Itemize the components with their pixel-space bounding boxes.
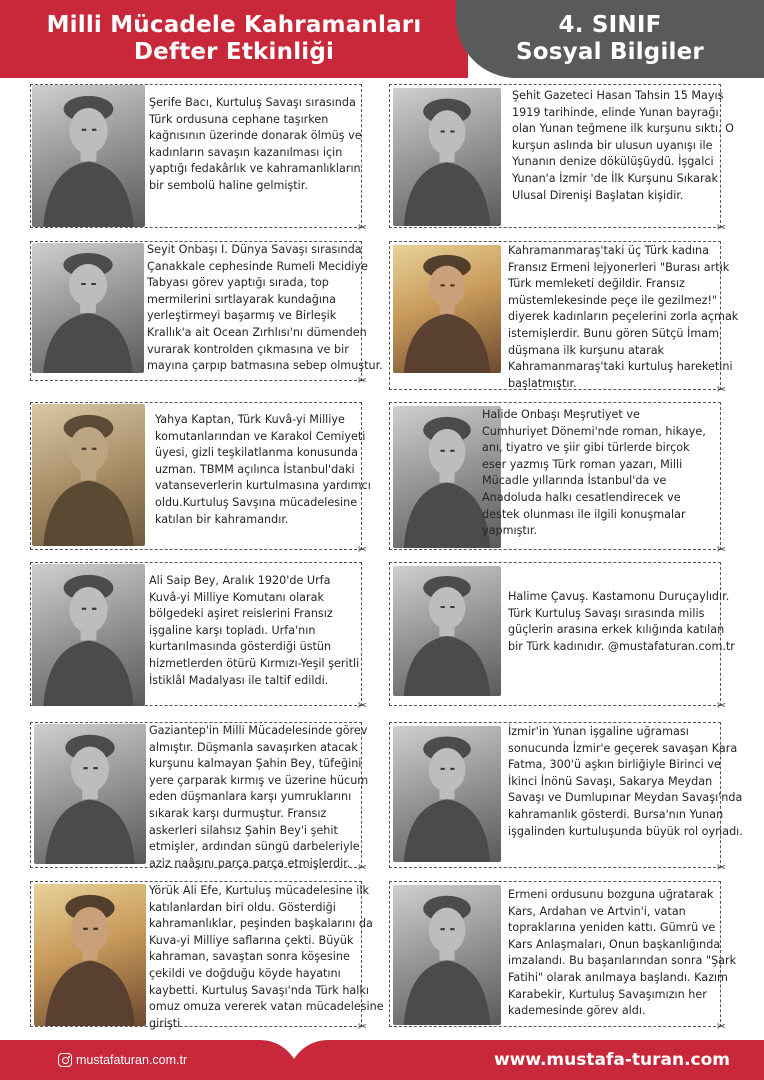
bio-line: yerleştirmeyi başarmış ve Birleşik — [147, 309, 337, 323]
bio-line: hizmetlerden ötürü Kırmızı-Yeşil şeritli — [149, 656, 360, 670]
bio-line: başlatmıştır. — [508, 376, 577, 390]
bio-line: Kars, Ardahan ve Artvin'i, vatan — [508, 904, 686, 918]
bio-line: Ulusal Direnişi Başlatan kişidir. — [512, 188, 684, 202]
scissors-icon: ✂ — [716, 384, 726, 396]
bio-line: girişti — [149, 1016, 181, 1030]
scissors-icon: ✂ — [716, 700, 726, 712]
portrait-ali-saip-bey — [32, 564, 145, 706]
hero-card-hasan-tahsin — [389, 84, 734, 234]
bio-line: mayına çarpıp batmasına sebep olmuştur. — [147, 359, 383, 373]
bio-line: istemişlerdir. Bunu gören Sütçü İmam — [508, 326, 719, 340]
header-title-banner — [0, 0, 468, 78]
grade-label: 4. SINIF — [558, 12, 662, 38]
hero-card-kara-fatma — [389, 722, 743, 874]
bio-line: yere çarparak kırmış ve üzerine hücum — [149, 773, 369, 787]
bio-line: Ermeni ordusunu bozguna uğratarak — [508, 888, 714, 901]
bio-line: Karabekir, Kurtuluş Savaşımızın her — [508, 987, 707, 1001]
bio-line: bir Türk kadınıdır. @mustafaturan.com.tr — [508, 639, 735, 653]
website-link: www.mustafa-turan.com — [493, 1050, 730, 1070]
bio-line: kağnısının üzerinde donarak ölmüş ve — [149, 129, 362, 143]
portrait-kazim-karabekir — [393, 885, 501, 1025]
bio-text-ali-saip-bey — [149, 573, 359, 689]
bio-line: İstiklâl Madalyası ile taltif edildi. — [149, 673, 329, 687]
bio-line: oldu.Kurtuluş Savşına mücadelesine — [155, 495, 358, 509]
hero-card-seyit-onbasi — [30, 241, 383, 387]
bio-line: İkinci İnönü Savaşı, Sakarya Meydan — [508, 774, 713, 788]
bio-line: Savaşı ve Dumlupınar Meydan Savaşı'nda — [508, 791, 743, 805]
bio-line: Şerife Bacı, Kurtuluş Savaşı sırasında — [149, 96, 356, 109]
bio-line: Türk Kurtuluş Savaşı sırasında milis — [508, 606, 705, 620]
bio-line: Ali Saip Bey, Aralık 1920'de Urfa — [149, 574, 331, 587]
bio-line: Türk ordusuna cephane taşırken — [149, 112, 329, 126]
hero-card-yoruk-ali-efe — [30, 881, 384, 1033]
bio-line: almıştır. Düşmanla savaşırken atacak — [149, 740, 358, 754]
bio-line: Cumhuriyet Dönemi'nde roman, hikaye, — [482, 424, 706, 438]
bio-line: Türk memleketi değildir. Fransız — [508, 277, 685, 291]
bio-line: vatanseverlerin kurtulmasına yardımcı — [155, 479, 371, 493]
bio-line: Kahramanmaraş'taki üç Türk kadına — [508, 244, 709, 257]
bio-line: müstemlekesinde peçe ile gezilmez!" — [508, 293, 718, 307]
bio-line: sonucunda İzmir'e geçerek savaşan Kara — [508, 741, 738, 755]
bio-text-halide-onbasi — [482, 407, 718, 540]
header-grade-banner — [456, 0, 764, 78]
bio-line: Yunan'a İzmir 'de İlk Kurşunu Sıkarak — [512, 171, 718, 185]
bio-line: Tabyası görev yaptığı sırada, top — [147, 276, 329, 290]
bio-line: anı, tiyatro ve şiir gibi türlerde birçok — [482, 441, 690, 455]
bio-line: Krallık'a ait Ocean Zırhlısı'nı dümenden — [147, 325, 367, 339]
bio-line: sıkarak karşı durmuştur. Fransız — [149, 806, 327, 820]
bio-text-yoruk-ali-efe — [149, 883, 384, 1032]
portrait-yahya-kaptan — [32, 404, 145, 546]
bio-line: topraklarına yeniden kattı. Gümrü ve — [508, 921, 716, 935]
bio-line: Anadoluda halkı cesatlendirecek ve — [482, 490, 681, 504]
bio-line: bir sembolü haline gelmiştir. — [149, 178, 308, 192]
hero-card-sahin-bey — [30, 722, 369, 874]
bio-line: etmişler, ardından süngü darbeleriyle — [149, 840, 360, 854]
scissors-icon: ✂ — [357, 375, 367, 387]
bio-line: kahraman, savaştan sonra köşesine — [149, 950, 350, 964]
hero-card-ali-saip-bey — [30, 562, 367, 712]
bio-text-hasan-tahsin — [512, 88, 734, 204]
title-line-2: Defter Etkinliği — [133, 39, 335, 65]
bio-text-kazim-karabekir — [508, 887, 737, 1020]
portrait-sahin-bey — [34, 724, 146, 864]
bio-line: Fatma, 300'ü aşkın birliğiyle Birinci ve — [508, 758, 721, 772]
bio-line: eser yazmış Türk roman yazarı, Milli — [482, 457, 683, 471]
scissors-icon: ✂ — [716, 1021, 726, 1033]
subject-label: Sosyal Bilgiler — [516, 39, 704, 65]
bio-text-serife-baci — [149, 95, 362, 195]
bio-line: eden düşmanlara karşı yumruklarını — [149, 790, 352, 804]
scissors-icon: ✂ — [357, 222, 367, 234]
scissors-icon: ✂ — [357, 862, 367, 874]
bio-line: Çanakkale cephesinde Rumeli Mecidiye — [147, 259, 368, 273]
bio-line: Kahramanmaraş'taki kurtuluş hareketini — [508, 360, 733, 374]
bio-text-halime-cavus — [508, 589, 735, 655]
bio-line: düşmana ilk kurşunu atarak — [508, 343, 665, 357]
bio-line: bölgedeki aşiret reislerini Fransız — [149, 607, 333, 621]
bio-line: İzmir'in Yunan işgaline uğraması — [508, 725, 689, 738]
scissors-icon: ✂ — [357, 1021, 367, 1033]
bio-line: kurşun aslında bir ulusun uyanışı ile — [512, 138, 713, 152]
hero-card-kazim-karabekir — [389, 881, 737, 1033]
bio-line: katılanlardan biri oldu. Gösterdiği — [149, 900, 336, 914]
bio-line: yapmıştır. — [482, 524, 538, 538]
bio-line: yaptığı fedakârlık ve kahramanlıkların — [149, 162, 361, 176]
bio-line: Kuvâ-yi Milliye Komutanı olarak — [149, 590, 324, 604]
bio-line: Şehit Gazeteci Hasan Tahsin 15 Mayıs — [512, 89, 724, 102]
bio-line: Halide Onbaşı Meşrutiyet ve — [482, 408, 640, 421]
hero-card-halime-cavus — [389, 562, 735, 712]
scissors-icon: ✂ — [716, 544, 726, 556]
bio-line: Seyit Onbaşı I. Dünya Savaşı sırasında — [147, 243, 362, 256]
bio-line: Kuva-yi Milliye saflarına çekti. Büyük — [149, 933, 354, 947]
portrait-sutcu-i-mam — [393, 245, 501, 373]
hero-card-yahya-kaptan — [30, 402, 371, 556]
bio-line: olan Yunan teğmene ilk kurşunu sıktı. O — [512, 122, 734, 136]
bio-line: Gaziantep'in Milli Mücadelesinde görev — [149, 724, 368, 737]
portrait-hasan-tahsin — [393, 88, 501, 226]
bio-line: kurşunu kalmayan Şahin Bey, tüfeğini — [149, 757, 362, 771]
scissors-icon: ✂ — [716, 222, 726, 234]
bio-line: kadınların savaşın kazanılması için — [149, 145, 343, 159]
scissors-icon: ✂ — [357, 544, 367, 556]
bio-line: Yahya Kaptan, Türk Kuvâ-yi Milliye — [155, 413, 345, 426]
bio-line: katılan bir kahramandır. — [155, 512, 289, 526]
bio-line: kademesinde görev aldı. — [508, 1004, 646, 1018]
bio-line: işgaline karşı topladı. Urfa'nın — [149, 623, 316, 637]
bio-line: üyesi, gizli teşkilatlanma konusunda — [155, 446, 358, 460]
bio-line: Yörük Ali Efe, Kurtuluş mücadelesine ilk — [149, 884, 370, 897]
bio-line: vurarak kontrolden çıkmasına ve bir — [147, 342, 349, 356]
bio-line: çekildi ve doğduğu köyde hayatını — [149, 966, 341, 980]
bio-line: destek olunması ile ilgili konuşmalar — [482, 507, 686, 521]
instagram-handle: mustafaturan.com.tr — [76, 1053, 188, 1067]
bio-text-sahin-bey — [149, 723, 369, 872]
bio-line: kahramanlık gösterdi. Bursa'nın Yunan — [508, 807, 724, 821]
bio-line: 1919 tarihinde, elinde Yunan bayrağı — [512, 105, 719, 119]
hero-card-halide-onbasi — [389, 402, 726, 556]
bio-line: aziz naâşını parça parça etmişlerdir. — [149, 856, 351, 870]
scissors-icon: ✂ — [357, 700, 367, 712]
bio-line: imzalandı. Bu başarılarından sonra "Şark — [508, 954, 737, 968]
bio-text-yahya-kaptan — [155, 412, 371, 528]
bio-line: Mücadle yıllarında İstanbul'da ve — [482, 474, 667, 488]
bio-line: komutanlarından ve Karakol Cemiyeti — [155, 429, 366, 443]
bio-line: işgalinden kurtuluşunda büyük rol oynadı. — [508, 824, 743, 838]
portrait-seyit-onbasi — [32, 243, 144, 373]
bio-line: kurtarılmasında gösterdiği üstün — [149, 640, 332, 654]
bio-line: askerleri silahsız Şahin Bey'i şehit — [149, 823, 338, 837]
bio-text-kara-fatma — [508, 724, 743, 840]
bio-line: Kars Anlaşmaları, Onun başkanlığında — [508, 937, 721, 951]
portrait-kara-fatma — [393, 726, 501, 862]
bio-line: diyerek kadınların peçelerini zorla açmak — [508, 310, 739, 324]
bio-line: Fransız Ermeni lejyonerleri "Burası artık — [508, 260, 730, 274]
portrait-yoruk-ali-efe — [34, 884, 146, 1026]
bio-text-seyit-onbasi — [147, 242, 383, 375]
bio-line: mermilerini sırtlayarak kundağına — [147, 292, 336, 306]
bio-line: uzman. TBMM açılınca İstanbul'daki — [155, 462, 355, 476]
bio-text-sutcu-i-mam — [508, 243, 739, 392]
portrait-halime-cavus — [393, 566, 501, 696]
footer-website[interactable] — [288, 1040, 764, 1080]
bio-line: Fatihi" olarak anılmaya başlandı. Kazım — [508, 970, 728, 984]
title-line-1: Milli Mücadele Kahramanları — [46, 12, 422, 38]
footer-instagram[interactable] — [0, 1040, 300, 1080]
bio-line: kahramanlıklar, peşinden başkalarını da — [149, 917, 373, 931]
bio-line: güçlerin arasına erkek kılığında katılan — [508, 623, 725, 637]
bio-line: Halime Çavuş. Kastamonu Duruçaylıdır. — [508, 590, 730, 603]
hero-card-sutcu-i-mam — [389, 241, 739, 396]
scissors-icon: ✂ — [716, 862, 726, 874]
hero-card-serife-baci — [30, 84, 367, 234]
portrait-serife-baci — [32, 85, 145, 227]
bio-line: Yunanın denize dökülüşüydü. İşgalci — [512, 155, 714, 169]
bio-line: kaybetti. Kurtuluş Savaşı'nda Türk halkı — [149, 983, 369, 997]
instagram-icon — [58, 1053, 72, 1067]
bio-line: omuz omuza vererek vatan mücadelesine — [149, 1000, 384, 1014]
